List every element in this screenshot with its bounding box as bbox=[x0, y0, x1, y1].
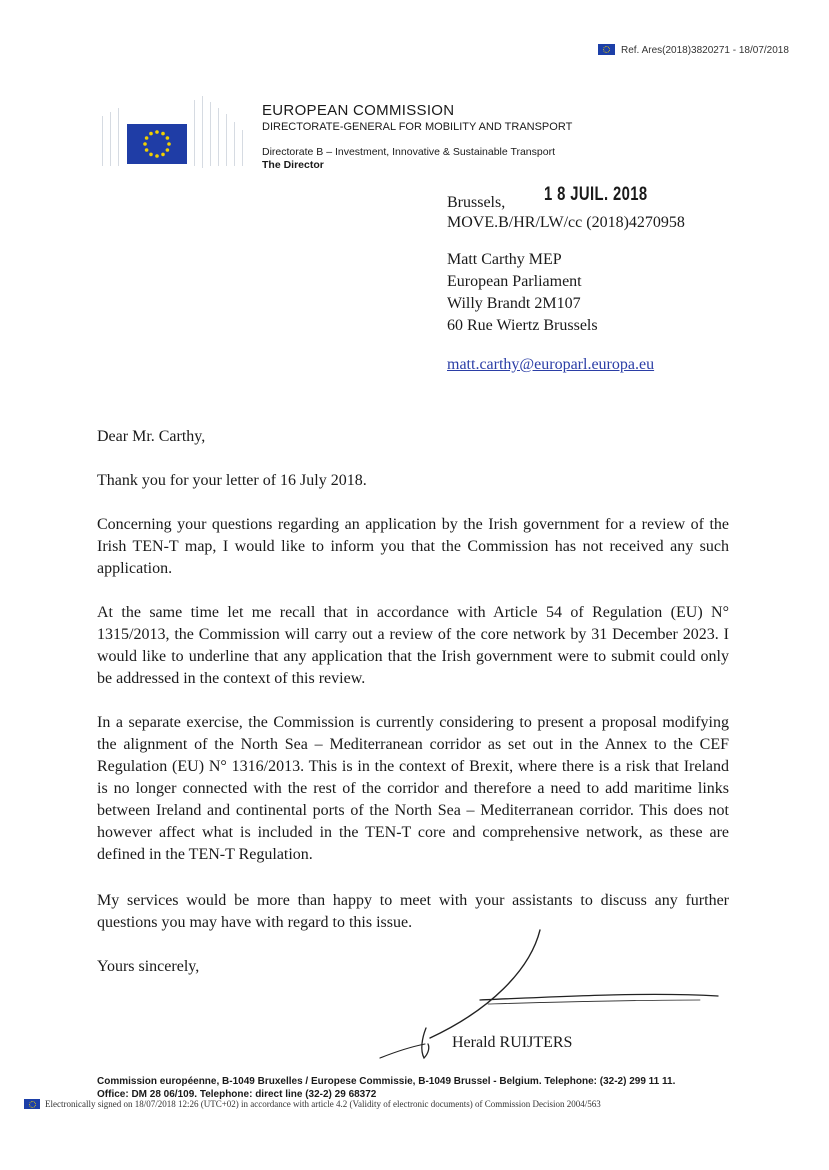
eu-flag-icon bbox=[127, 124, 187, 164]
paragraph: In a separate exercise, the Commission is currently considering to present a proposal modifying the alignment of the North Sea – Mediterranean corridor as set out in the Annex to the CEF Regulation (EU) N° 1316/2013. This is in the context of Brexit, where there is a risk that Ireland is no longer connected with the rest of the corridor and therefore a need to add maritime links between Ireland and continental ports of the North Sea – Mediterranean corridor. This does not however affect what is included in the TEN-T core and comprehensive network, as these are defined in the TEN-T Regulation. bbox=[97, 714, 729, 863]
footer-office: Office: DM 28 06/109. Telephone: direct line (32-2) 29 68372 bbox=[97, 1089, 377, 1100]
eu-flag-icon bbox=[598, 44, 615, 55]
eu-flag-icon bbox=[24, 1099, 40, 1109]
european-commission-logo-icon bbox=[96, 96, 248, 172]
footer-address: Commission européenne, B-1049 Bruxelles / Europese Commissie, B-1049 Brussel - Belgium. Telephone: (32-2) 299 11 11. bbox=[97, 1076, 676, 1087]
paragraph: My services would be more than happy to meet with your assistants to discuss any further questions you may have with regard to this issue. bbox=[97, 892, 729, 931]
director-label: The Director bbox=[262, 159, 324, 171]
letter-place: Brussels, bbox=[447, 194, 506, 211]
organization-name: EUROPEAN COMMISSION bbox=[262, 102, 455, 119]
paragraph: At the same time let me recall that in accordance with Article 54 of Regulation (EU) N° 1315/2013, the Commission will carry out a review of the core network by 31 December 2023. I would like to underline that any application that the Irish government were to submit could only be addressed in the context of this review. bbox=[97, 604, 729, 687]
reference-stamp-text: Ref. Ares(2018)3820271 - 18/07/2018 bbox=[621, 45, 789, 56]
recipient-line: European Parliament bbox=[447, 273, 582, 290]
recipient-line: Willy Brandt 2M107 bbox=[447, 295, 581, 312]
recipient-line: Matt Carthy MEP bbox=[447, 251, 562, 268]
letter-reference: MOVE.B/HR/LW/cc (2018)4270958 bbox=[447, 214, 685, 231]
electronic-signature-text: Electronically signed on 18/07/2018 12:26 (UTC+02) in accordance with article 4.2 (Validity of electronic documents) of Commission Decision 2004/563 bbox=[45, 1099, 601, 1109]
paragraph: Concerning your questions regarding an application by the Irish government for a review of the Irish TEN-T map, I would like to inform you that the Commission has not received any such application. bbox=[97, 516, 729, 577]
date-stamp: 1 8 JUIL. 2018 bbox=[544, 184, 648, 205]
electronic-signature-note bbox=[24, 1099, 601, 1109]
signer-name: Herald RUIJTERS bbox=[452, 1034, 573, 1051]
directorate: Directorate B – Investment, Innovative & Sustainable Transport bbox=[262, 146, 555, 158]
directorate-general: DIRECTORATE-GENERAL FOR MOBILITY AND TRANSPORT bbox=[262, 121, 573, 133]
reference-stamp bbox=[598, 44, 789, 56]
salutation: Dear Mr. Carthy, bbox=[97, 428, 206, 445]
closing: Yours sincerely, bbox=[97, 958, 200, 975]
recipient-line: 60 Rue Wiertz Brussels bbox=[447, 317, 598, 334]
paragraph: Thank you for your letter of 16 July 2018. bbox=[97, 472, 367, 489]
recipient-email-link[interactable]: matt.carthy@europarl.europa.eu bbox=[447, 356, 655, 373]
